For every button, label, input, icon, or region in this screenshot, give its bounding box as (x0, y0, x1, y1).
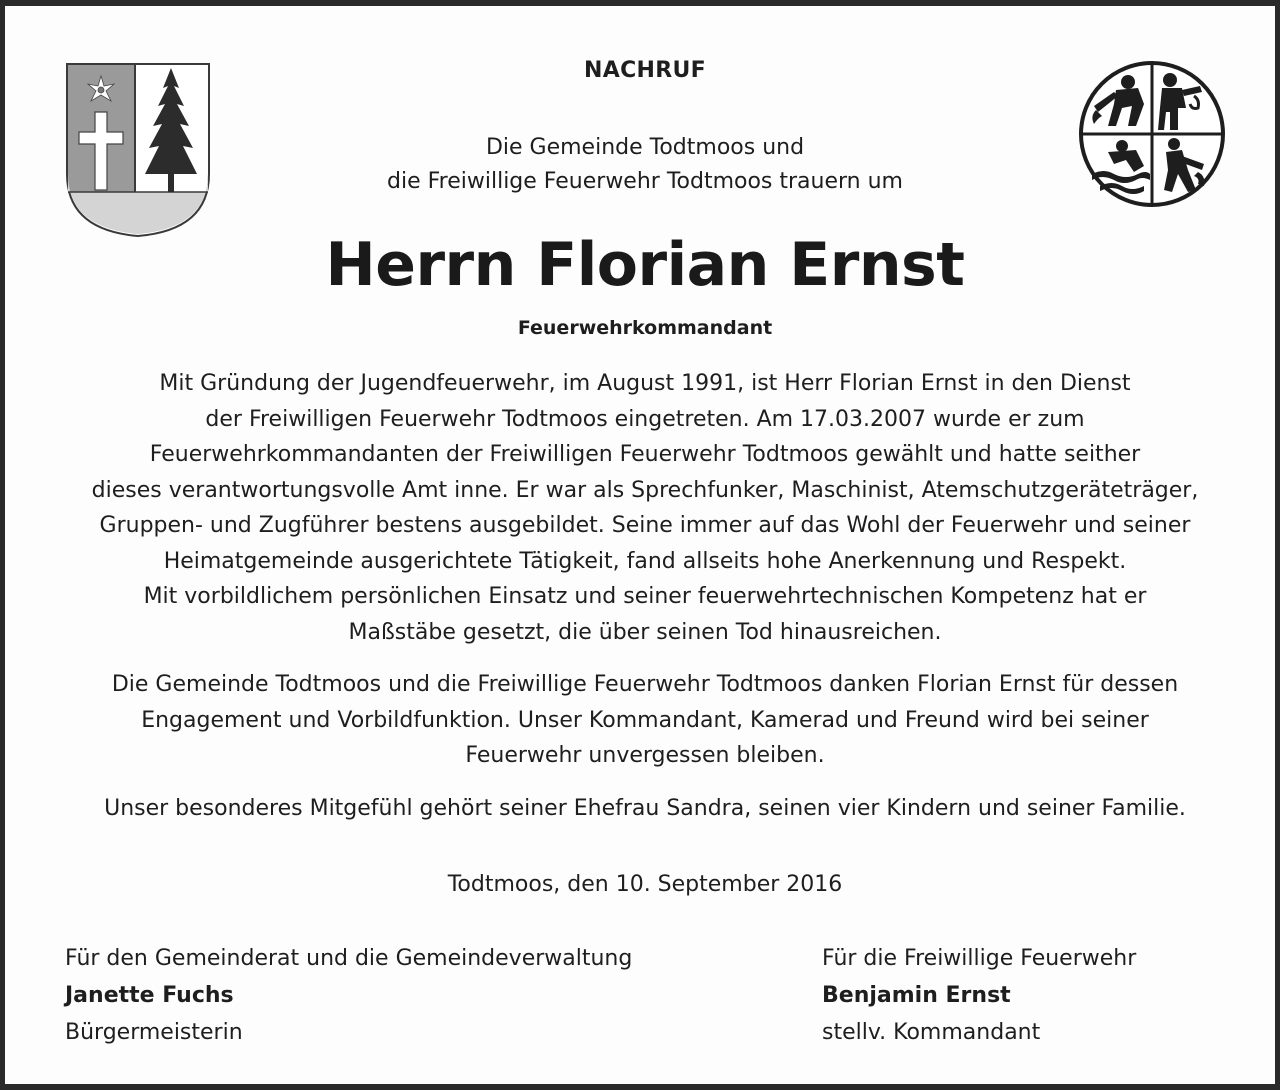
deceased-rank: Feuerwehrkommandant (517, 317, 773, 339)
signature-block-right (822, 940, 1136, 1051)
paragraph-line: Feuerwehrkommandanten der Freiwilligen Feuerwehr Todtmoos gewählt und hatte seither (149, 442, 1141, 467)
condolence-paragraph (5, 791, 1280, 827)
intro-line: Die Gemeinde Todtmoos und (485, 135, 805, 160)
tribute-paragraph (5, 366, 1280, 650)
intro-line: die Freiwillige Feuerwehr Todtmoos trauern um (387, 169, 903, 194)
signature-title: stellv. Kommandant (822, 1020, 1041, 1045)
deceased-name: Herrn Florian Ernst (325, 230, 965, 300)
thanks-paragraph (5, 667, 1280, 774)
paragraph-line: Feuerwehr unvergessen bleiben. (465, 743, 825, 768)
signature-title: Bürgermeisterin (65, 1020, 243, 1045)
paragraph-line: der Freiwilligen Feuerwehr Todtmoos eingetreten. Am 17.03.2007 wurde er zum (205, 406, 1085, 432)
notice-heading: NACHRUF (584, 58, 706, 83)
signature-block-left (65, 940, 632, 1051)
paragraph-line: Unser besonderes Mitgefühl gehört seiner Ehefrau Sandra, seinen vier Kindern und seiner Familie. (104, 796, 1186, 821)
paragraph-line: Maßstäbe gesetzt, die über seinen Tod hinausreichen. (348, 619, 942, 645)
paragraph-line: Die Gemeinde Todtmoos und die Freiwillige Feuerwehr Todtmoos danken Florian Ernst für dessen (111, 672, 1179, 697)
paragraph-line: Engagement und Vorbildfunktion. Unser Kommandant, Kamerad und Freund wird bei seiner (141, 707, 1149, 733)
signature-name: Benjamin Ernst (822, 983, 1011, 1008)
paragraph-line: Mit Gründung der Jugendfeuerwehr, im August 1991, ist Herr Florian Ernst in den Dienst (159, 371, 1131, 396)
signature-role: Für den Gemeinderat und die Gemeindeverwaltung (65, 946, 633, 971)
paragraph-line: Gruppen- und Zugführer bestens ausgebildet. Seine immer auf das Wohl der Feuerwehr und seiner (99, 513, 1191, 538)
paragraph-line: Heimatgemeinde ausgerichtete Tätigkeit, fand allseits hohe Anerkennung und Respekt. (163, 548, 1127, 574)
signature-name: Janette Fuchs (65, 983, 234, 1008)
intro-text (5, 131, 1280, 199)
paragraph-line: Mit vorbildlichem persönlichen Einsatz und seiner feuerwehrtechnischen Kompetenz hat er (143, 584, 1147, 609)
place-date: Todtmoos, den 10. September 2016 (447, 872, 843, 897)
signature-role: Für die Freiwillige Feuerwehr (822, 946, 1137, 971)
paragraph-line: dieses verantwortungsvolle Amt inne. Er war als Sprechfunker, Maschinist, Atemschutzgeräteträger, (91, 477, 1199, 503)
